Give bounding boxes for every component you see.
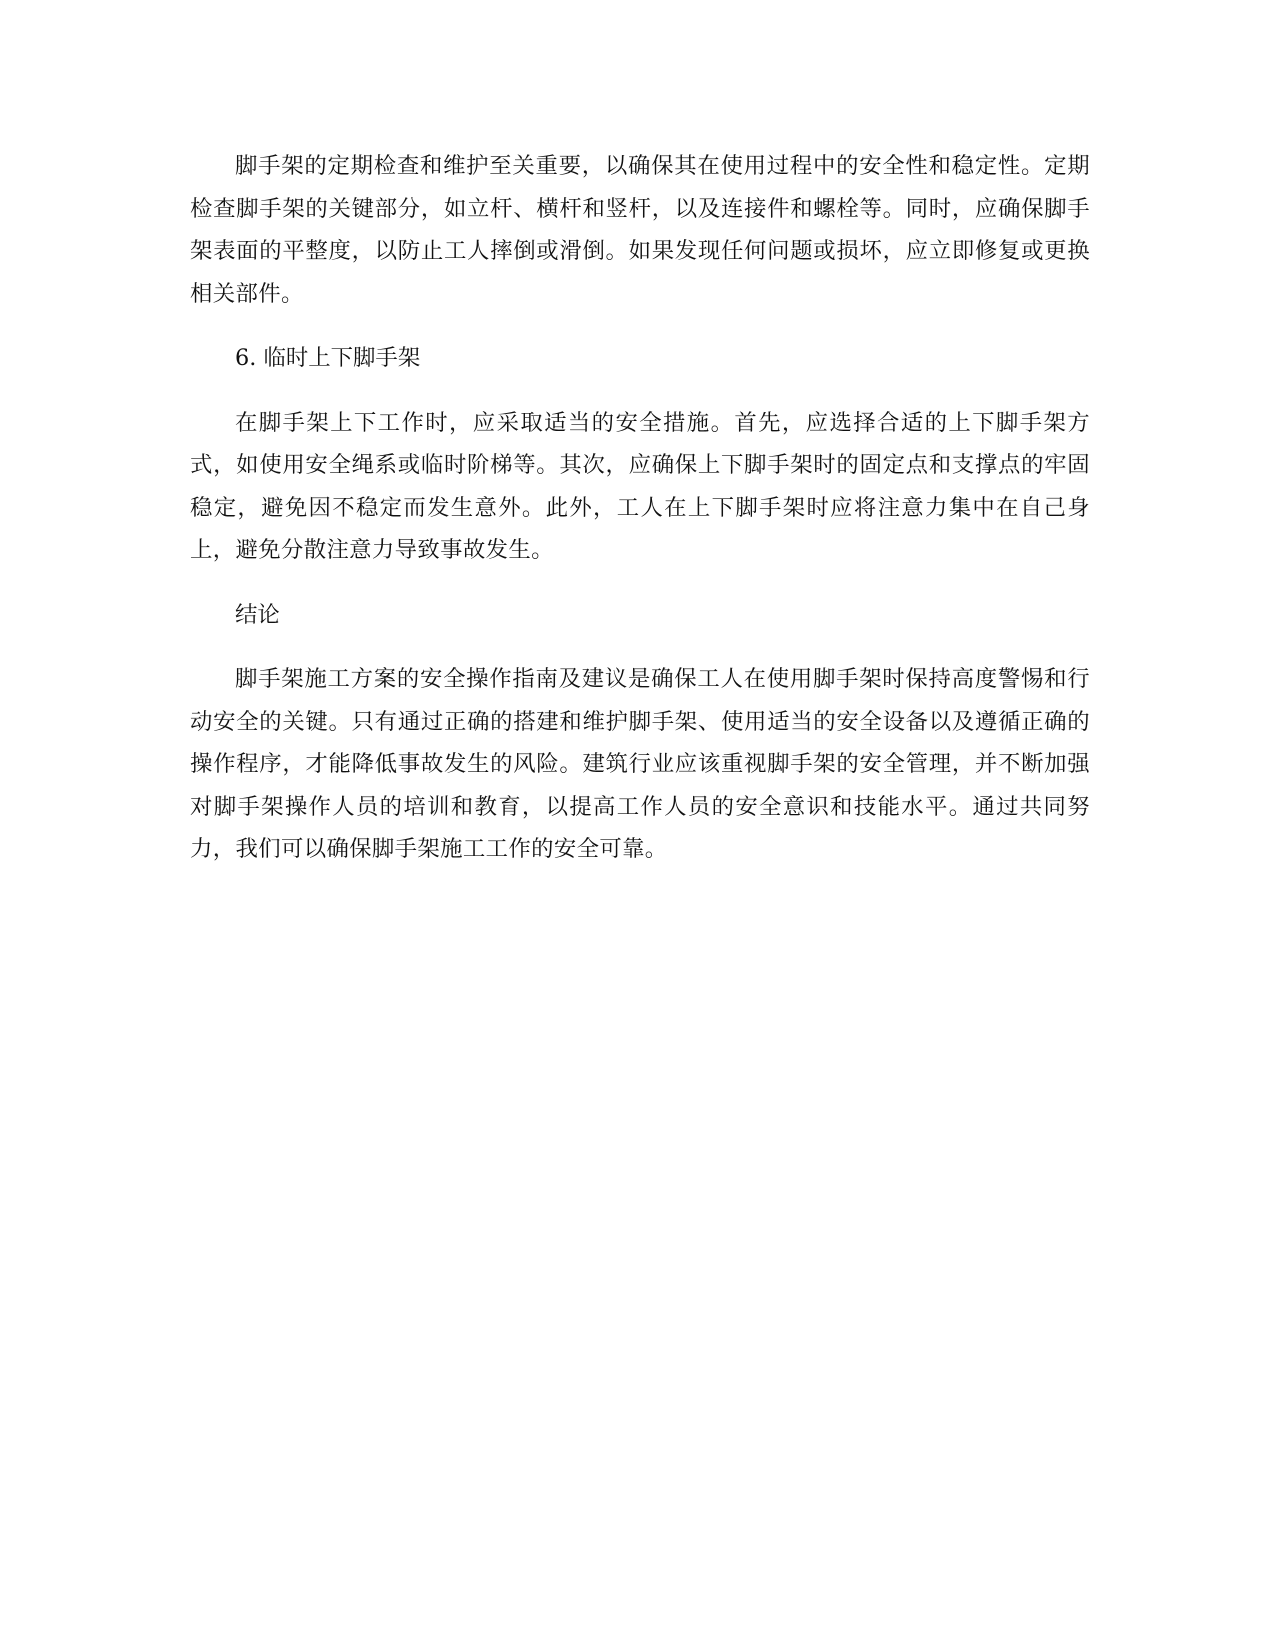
paragraph-gap <box>190 572 1090 594</box>
paragraph-maintenance: 脚手架的定期检查和维护至关重要，以确保其在使用过程中的安全性和稳定性。定期检查脚手架的关键部分，如立杆、横杆和竖杆，以及连接件和螺栓等。同时，应确保脚手架表面的平整度，以防止工人摔倒或滑倒。如果发现任何问题或损坏，应立即修复或更换相关部件。 <box>190 153 1090 307</box>
section-heading-temporary-access: 6. 临时上下脚手架 <box>235 345 421 371</box>
section-heading-conclusion: 结论 <box>235 601 280 628</box>
paragraph-gap <box>190 636 1090 658</box>
paragraph-access-safety: 在脚手架上下工作时，应采取适当的安全措施。首先，应选择合适的上下脚手架方式，如使用安全绳系或临时阶梯等。其次，应确保上下脚手架时的固定点和支撑点的牢固稳定，避免因不稳定而发生意外。此外，工人在上下脚手架时应将注意力集中在自己身上，避免分散注意力导致事故发生。 <box>190 409 1090 563</box>
document-page <box>190 145 1090 871</box>
paragraph-gap <box>190 380 1090 402</box>
paragraph-conclusion: 脚手架施工方案的安全操作指南及建议是确保工人在使用脚手架时保持高度警惕和行动安全的关键。只有通过正确的搭建和维护脚手架、使用适当的安全设备以及遵循正确的操作程序，才能降低事故发生的风险。建筑行业应该重视脚手架的安全管理，并不断加强对脚手架操作人员的培训和教育，以提高工作人员的安全意识和技能水平。通过共同努力，我们可以确保脚手架施工工作的安全可靠。 <box>190 666 1090 862</box>
paragraph-gap <box>190 315 1090 337</box>
